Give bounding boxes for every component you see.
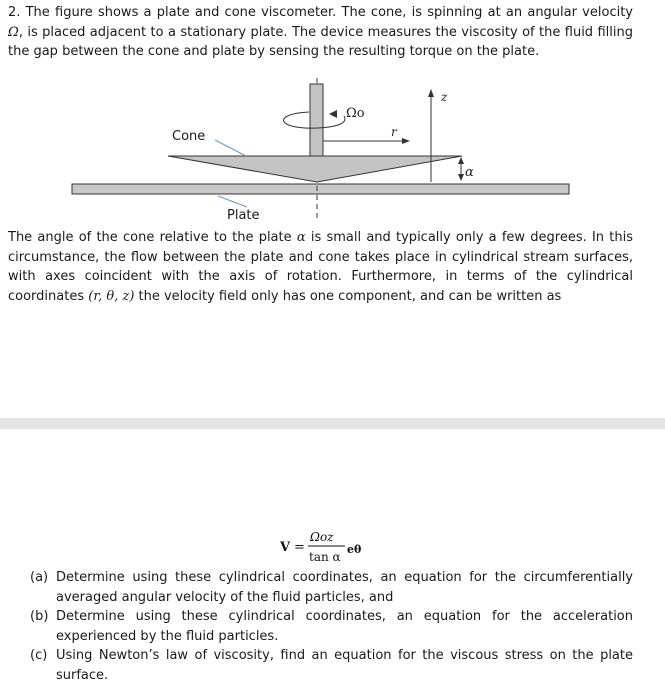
rotation-arrowhead	[329, 110, 337, 118]
cone-leader	[215, 140, 246, 156]
eq-unit-vector: eθ	[347, 543, 362, 556]
alpha-symbol: α	[296, 230, 306, 245]
velocity-equation	[280, 524, 370, 568]
omega-label: Ωo	[346, 106, 365, 121]
question-text: Using Newton’s law of viscosity, find an equation for the viscous stress on the plate surface.	[56, 648, 633, 683]
intro-text-a: 2. The figure shows a plate and cone viscometer. The cone, is spinning at an angular velocity	[8, 5, 633, 20]
eq-numerator: Ωoz	[310, 530, 334, 544]
question-b	[30, 607, 633, 646]
question-text: Determine using these cylindrical coordinates, an equation for the acceleration experienced by the fluid particles.	[56, 609, 633, 644]
r-label: r	[391, 125, 397, 139]
alpha-label: α	[465, 165, 474, 180]
question-c	[30, 646, 633, 685]
problem-statement	[8, 3, 633, 62]
eq-lhs: V	[280, 540, 291, 555]
coords-symbol: (r, θ, z)	[88, 288, 135, 304]
shaft	[310, 84, 323, 156]
r-arrowhead	[402, 138, 410, 144]
question-marker: (a)	[30, 570, 49, 585]
viscometer-figure	[0, 70, 665, 230]
intro-text-b: , is placed adjacent to a stationary plate. The device measures the viscosity of the fluid filling the gap between the cone and plate by sensing the resulting torque on the plate.	[8, 24, 633, 59]
p2-text-a: The angle of the cone relative to the plate	[8, 230, 297, 245]
plate-label: Plate	[227, 208, 260, 223]
alpha-arrow-down	[458, 174, 464, 181]
cone	[168, 156, 462, 182]
question-list	[30, 568, 633, 685]
question-a	[30, 568, 633, 607]
question-marker: (b)	[30, 609, 49, 624]
description-paragraph	[8, 228, 633, 306]
z-arrowhead	[428, 89, 434, 97]
cone-label: Cone	[172, 129, 206, 144]
p2-text-c: the velocity field only has one component, and can be written as	[134, 288, 562, 304]
question-text: Determine using these cylindrical coordinates, an equation for the circumferentially averaged angular velocity of the fluid particles, and	[56, 570, 633, 605]
question-marker: (c)	[30, 648, 48, 663]
eq-equals: =	[294, 540, 305, 555]
section-divider	[0, 418, 665, 429]
eq-denominator: tan α	[309, 550, 341, 564]
p2-text-b: is small and typically only a few degrees. In this circumstance, the flow between the plate and cone takes place in cylindrical stream surfaces, with axes coincident with the axis of rotation. Furthermore, in terms of the cylindrical coordinates	[8, 230, 633, 304]
plate	[72, 184, 569, 194]
alpha-arrow-up	[458, 157, 464, 164]
z-label: z	[441, 90, 448, 104]
omega-symbol: Ω	[8, 24, 19, 40]
plate-leader	[218, 196, 247, 207]
